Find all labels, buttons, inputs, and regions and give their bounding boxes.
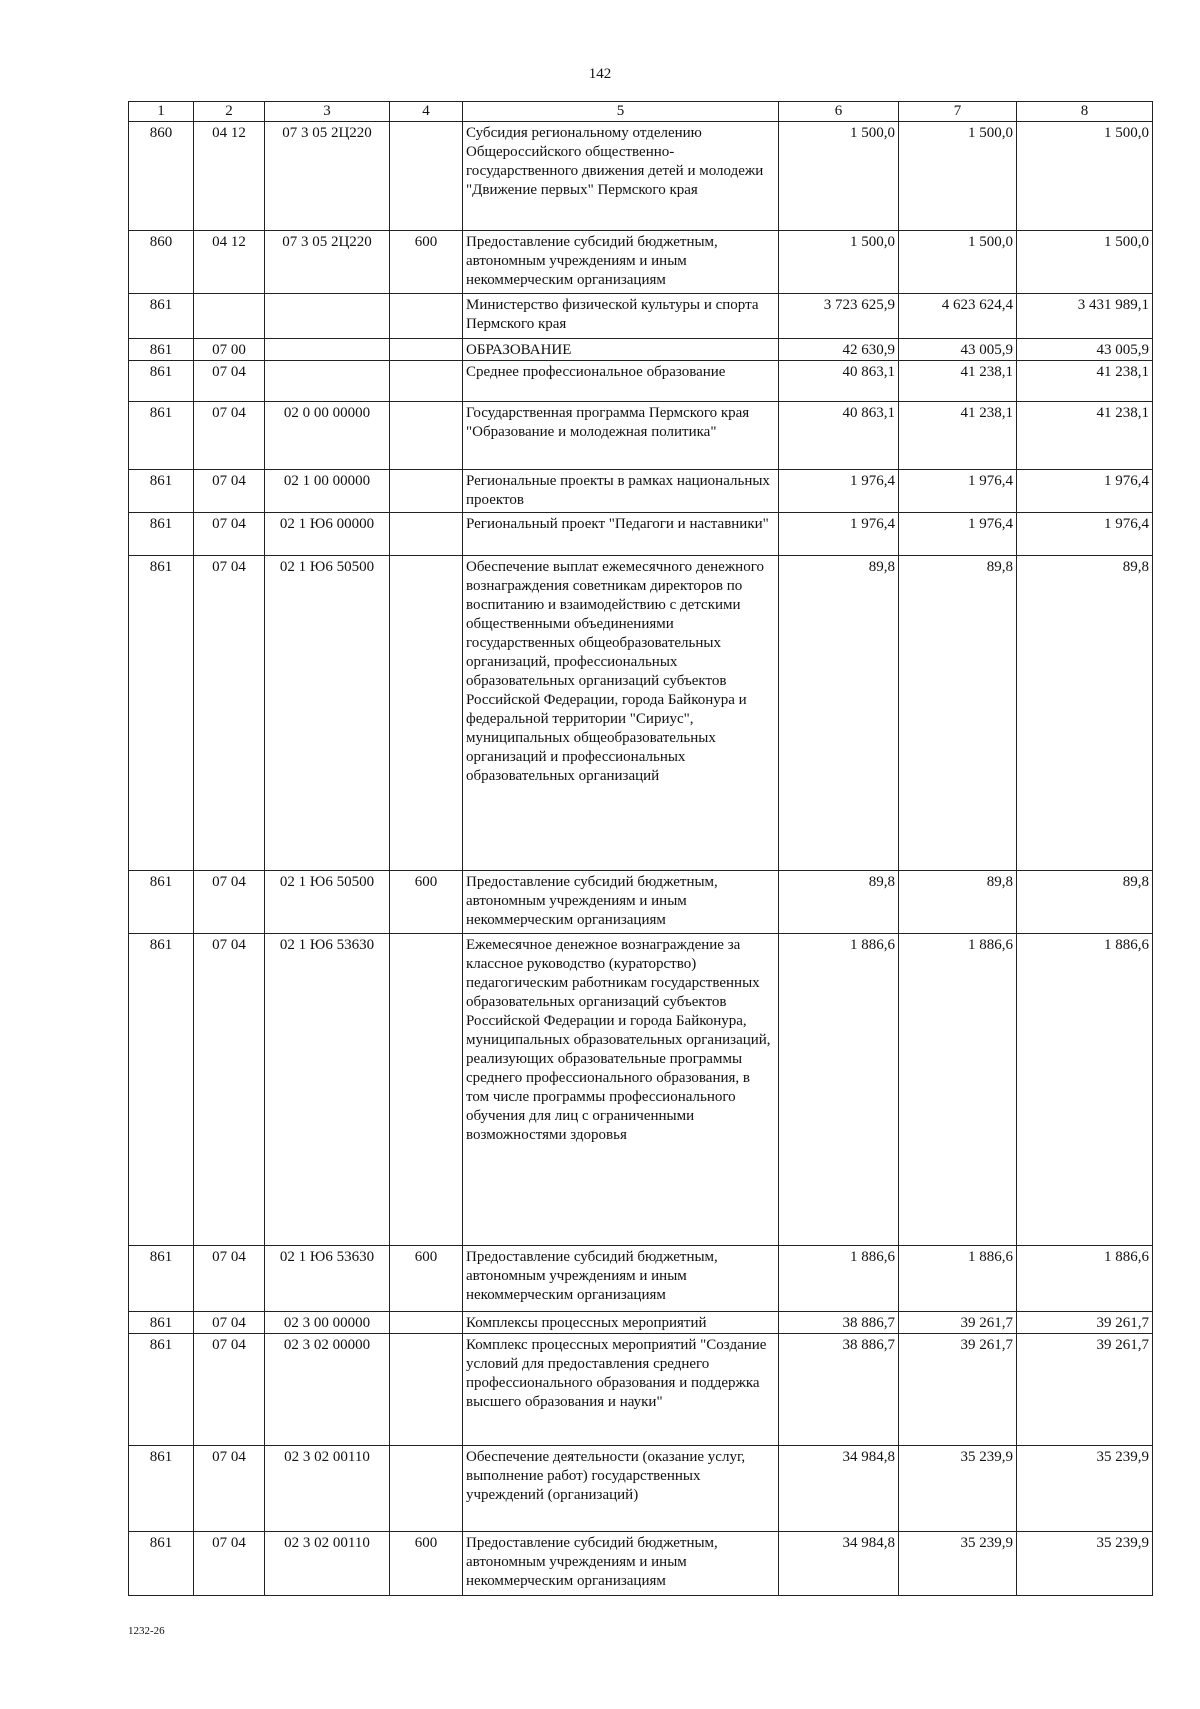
amount-2024-cell: 1 976,4 [779, 470, 899, 513]
column-header: 4 [390, 102, 463, 122]
amount-2025-cell: 1 886,6 [899, 1246, 1017, 1312]
expense-type-cell [390, 470, 463, 513]
target-article-cell: 02 0 00 00000 [265, 402, 390, 470]
expense-type-cell [390, 1446, 463, 1532]
ministry-code-cell: 861 [129, 1334, 194, 1446]
amount-2025-cell: 35 239,9 [899, 1446, 1017, 1532]
section-code-cell: 07 04 [194, 1532, 265, 1596]
ministry-code-cell: 861 [129, 1312, 194, 1334]
footer-code: 1232-26 [128, 1625, 165, 1637]
ministry-code-cell: 861 [129, 1246, 194, 1312]
description-cell: Региональный проект "Педагоги и наставники" [463, 513, 779, 556]
amount-2025-cell: 1 976,4 [899, 470, 1017, 513]
section-code-cell: 04 12 [194, 231, 265, 294]
amount-2024-cell: 1 886,6 [779, 1246, 899, 1312]
ministry-code-cell: 861 [129, 402, 194, 470]
amount-2026-cell: 43 005,9 [1017, 339, 1153, 361]
section-code-cell: 07 04 [194, 1312, 265, 1334]
amount-2025-cell: 35 239,9 [899, 1532, 1017, 1596]
table-row [129, 934, 1153, 1246]
amount-2025-cell: 1 886,6 [899, 934, 1017, 1246]
amount-2025-cell: 41 238,1 [899, 402, 1017, 470]
amount-2024-cell: 38 886,7 [779, 1312, 899, 1334]
description-cell: Среднее профессиональное образование [463, 361, 779, 402]
column-header: 3 [265, 102, 390, 122]
expense-type-cell [390, 556, 463, 871]
amount-2026-cell: 89,8 [1017, 556, 1153, 871]
description-cell: Государственная программа Пермского края "Образование и молодежная политика" [463, 402, 779, 470]
amount-2026-cell: 1 886,6 [1017, 934, 1153, 1246]
description-cell: Предоставление субсидий бюджетным, автономным учреждениям и иным некоммерческим организациям [463, 871, 779, 934]
description-cell: Обеспечение деятельности (оказание услуг, выполнение работ) государственных учреждений (организаций) [463, 1446, 779, 1532]
table-row [129, 1312, 1153, 1334]
section-code-cell: 07 04 [194, 871, 265, 934]
amount-2025-cell: 43 005,9 [899, 339, 1017, 361]
table-row [129, 231, 1153, 294]
amount-2026-cell: 1 976,4 [1017, 470, 1153, 513]
amount-2024-cell: 34 984,8 [779, 1532, 899, 1596]
ministry-code-cell: 861 [129, 361, 194, 402]
amount-2026-cell: 35 239,9 [1017, 1532, 1153, 1596]
amount-2026-cell: 41 238,1 [1017, 402, 1153, 470]
amount-2025-cell: 41 238,1 [899, 361, 1017, 402]
ministry-code-cell: 861 [129, 934, 194, 1246]
description-cell: ОБРАЗОВАНИЕ [463, 339, 779, 361]
expense-type-cell [390, 1312, 463, 1334]
description-cell: Предоставление субсидий бюджетным, автономным учреждениям и иным некоммерческим организациям [463, 1246, 779, 1312]
ministry-code-cell: 861 [129, 513, 194, 556]
amount-2024-cell: 40 863,1 [779, 361, 899, 402]
target-article-cell [265, 294, 390, 339]
table-row [129, 402, 1153, 470]
table-row [129, 556, 1153, 871]
description-cell: Комплексы процессных мероприятий [463, 1312, 779, 1334]
section-code-cell: 07 04 [194, 1446, 265, 1532]
amount-2024-cell: 42 630,9 [779, 339, 899, 361]
ministry-code-cell: 860 [129, 231, 194, 294]
column-header: 5 [463, 102, 779, 122]
expense-type-cell: 600 [390, 1532, 463, 1596]
expense-type-cell [390, 1334, 463, 1446]
section-code-cell: 07 04 [194, 934, 265, 1246]
amount-2024-cell: 1 886,6 [779, 934, 899, 1246]
description-cell: Ежемесячное денежное вознаграждение за классное руководство (кураторство) педагогическим работникам государственных образовательных организаций субъектов Российской Федерации и города Байконура, муниципальных образовательных организаций, реализующих образовательные программы среднего профессионального образования, в том числе программы профессионального обучения для лиц с ограниченными возможностями здоровья [463, 934, 779, 1246]
column-header: 7 [899, 102, 1017, 122]
ministry-code-cell: 861 [129, 294, 194, 339]
column-header: 6 [779, 102, 899, 122]
amount-2026-cell: 3 431 989,1 [1017, 294, 1153, 339]
table-row [129, 1246, 1153, 1312]
target-article-cell [265, 339, 390, 361]
amount-2024-cell: 1 976,4 [779, 513, 899, 556]
expense-type-cell [390, 513, 463, 556]
ministry-code-cell: 861 [129, 556, 194, 871]
table-row [129, 339, 1153, 361]
page-number: 142 [588, 66, 612, 82]
target-article-cell: 02 1 00 00000 [265, 470, 390, 513]
expense-type-cell [390, 402, 463, 470]
ministry-code-cell: 861 [129, 339, 194, 361]
column-header: 2 [194, 102, 265, 122]
description-cell: Комплекс процессных мероприятий "Создание условий для предоставления среднего профессионального образования и поддержка высшего образования и науки" [463, 1334, 779, 1446]
target-article-cell: 02 3 02 00110 [265, 1532, 390, 1596]
amount-2024-cell: 1 500,0 [779, 231, 899, 294]
target-article-cell: 02 3 00 00000 [265, 1312, 390, 1334]
target-article-cell: 02 3 02 00110 [265, 1446, 390, 1532]
ministry-code-cell: 861 [129, 871, 194, 934]
description-cell: Субсидия региональному отделению Общероссийского общественно-государственного движения детей и молодежи "Движение первых" Пермского края [463, 122, 779, 231]
target-article-cell: 02 3 02 00000 [265, 1334, 390, 1446]
table-row [129, 294, 1153, 339]
description-cell: Региональные проекты в рамках национальных проектов [463, 470, 779, 513]
expense-type-cell [390, 339, 463, 361]
amount-2025-cell: 39 261,7 [899, 1312, 1017, 1334]
table-row [129, 122, 1153, 231]
amount-2025-cell: 1 500,0 [899, 231, 1017, 294]
column-header: 8 [1017, 102, 1153, 122]
section-code-cell: 07 00 [194, 339, 265, 361]
expense-type-cell [390, 294, 463, 339]
description-cell: Министерство физической культуры и спорта Пермского края [463, 294, 779, 339]
ministry-code-cell: 861 [129, 1446, 194, 1532]
expense-type-cell [390, 361, 463, 402]
amount-2025-cell: 1 976,4 [899, 513, 1017, 556]
table-row [129, 470, 1153, 513]
section-code-cell: 07 04 [194, 556, 265, 871]
budget-table [128, 101, 1153, 1596]
amount-2026-cell: 39 261,7 [1017, 1312, 1153, 1334]
target-article-cell: 07 3 05 2Ц220 [265, 231, 390, 294]
section-code-cell: 07 04 [194, 470, 265, 513]
expense-type-cell: 600 [390, 1246, 463, 1312]
amount-2024-cell: 89,8 [779, 556, 899, 871]
header-row [129, 102, 1153, 122]
amount-2024-cell: 38 886,7 [779, 1334, 899, 1446]
table-row [129, 1334, 1153, 1446]
amount-2026-cell: 1 500,0 [1017, 231, 1153, 294]
amount-2025-cell: 4 623 624,4 [899, 294, 1017, 339]
amount-2026-cell: 89,8 [1017, 871, 1153, 934]
amount-2026-cell: 41 238,1 [1017, 361, 1153, 402]
amount-2026-cell: 1 976,4 [1017, 513, 1153, 556]
target-article-cell: 02 1 Ю6 53630 [265, 934, 390, 1246]
description-cell: Предоставление субсидий бюджетным, автономным учреждениям и иным некоммерческим организациям [463, 1532, 779, 1596]
section-code-cell: 07 04 [194, 1334, 265, 1446]
target-article-cell: 02 1 Ю6 53630 [265, 1246, 390, 1312]
amount-2024-cell: 34 984,8 [779, 1446, 899, 1532]
amount-2025-cell: 89,8 [899, 556, 1017, 871]
section-code-cell: 07 04 [194, 402, 265, 470]
description-cell: Обеспечение выплат ежемесячного денежного вознаграждения советникам директоров по воспитанию и взаимодействию с детскими общественными объединениями государственных общеобразовательных организаций, профессиональных образовательных организаций субъектов Российской Федерации, города Байконура и федеральной территории "Сириус", муниципальных общеобразовательных организаций и профессиональных образовательных организаций [463, 556, 779, 871]
section-code-cell [194, 294, 265, 339]
amount-2025-cell: 89,8 [899, 871, 1017, 934]
column-header: 1 [129, 102, 194, 122]
target-article-cell: 07 3 05 2Ц220 [265, 122, 390, 231]
amount-2025-cell: 39 261,7 [899, 1334, 1017, 1446]
amount-2025-cell: 1 500,0 [899, 122, 1017, 231]
expense-type-cell [390, 122, 463, 231]
section-code-cell: 07 04 [194, 1246, 265, 1312]
table-row [129, 1446, 1153, 1532]
target-article-cell: 02 1 Ю6 50500 [265, 556, 390, 871]
section-code-cell: 07 04 [194, 513, 265, 556]
amount-2026-cell: 39 261,7 [1017, 1334, 1153, 1446]
table-row [129, 361, 1153, 402]
amount-2024-cell: 1 500,0 [779, 122, 899, 231]
amount-2026-cell: 1 500,0 [1017, 122, 1153, 231]
amount-2024-cell: 40 863,1 [779, 402, 899, 470]
target-article-cell: 02 1 Ю6 50500 [265, 871, 390, 934]
section-code-cell: 04 12 [194, 122, 265, 231]
expense-type-cell [390, 934, 463, 1246]
ministry-code-cell: 861 [129, 470, 194, 513]
amount-2026-cell: 35 239,9 [1017, 1446, 1153, 1532]
ministry-code-cell: 860 [129, 122, 194, 231]
table-row [129, 871, 1153, 934]
ministry-code-cell: 861 [129, 1532, 194, 1596]
table-row [129, 513, 1153, 556]
target-article-cell: 02 1 Ю6 00000 [265, 513, 390, 556]
amount-2026-cell: 1 886,6 [1017, 1246, 1153, 1312]
section-code-cell: 07 04 [194, 361, 265, 402]
target-article-cell [265, 361, 390, 402]
table-row [129, 1532, 1153, 1596]
expense-type-cell: 600 [390, 231, 463, 294]
amount-2024-cell: 3 723 625,9 [779, 294, 899, 339]
description-cell: Предоставление субсидий бюджетным, автономным учреждениям и иным некоммерческим организациям [463, 231, 779, 294]
expense-type-cell: 600 [390, 871, 463, 934]
amount-2024-cell: 89,8 [779, 871, 899, 934]
